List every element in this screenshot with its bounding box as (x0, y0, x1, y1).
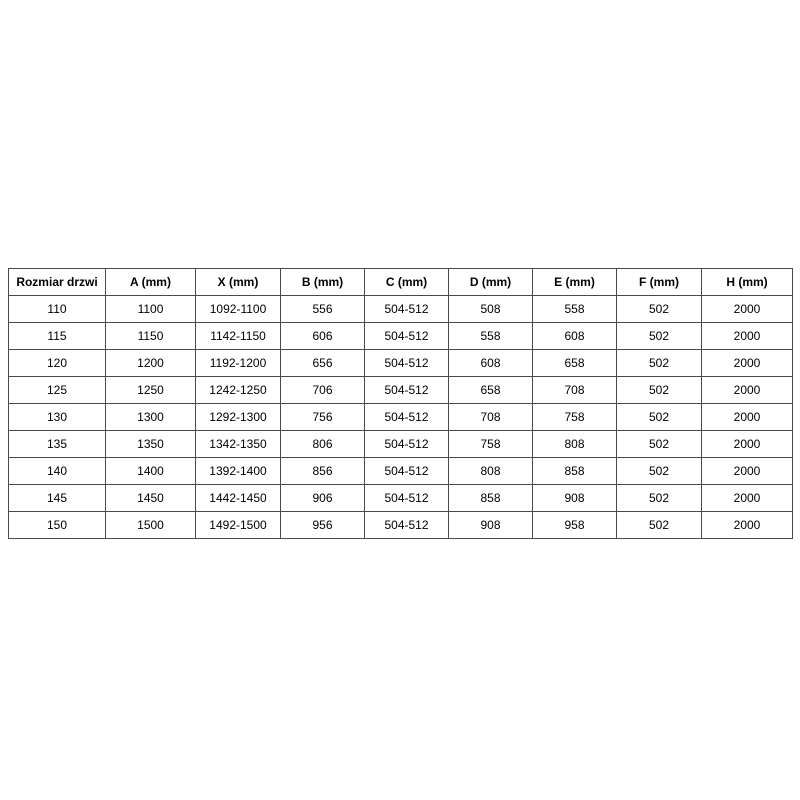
table-row (9, 296, 793, 323)
table-cell-c-mm: 504-512 (365, 512, 449, 539)
table-cell-e-mm: 758 (533, 404, 617, 431)
table-cell-f-mm: 502 (617, 431, 702, 458)
table-cell-c-mm: 504-512 (365, 323, 449, 350)
table-cell-d-mm: 808 (449, 458, 533, 485)
table-cell-f-mm: 502 (617, 296, 702, 323)
table-cell-x-mm: 1292-1300 (196, 404, 281, 431)
table-cell-rozmiar-drzwi: 125 (9, 377, 106, 404)
table-cell-f-mm: 502 (617, 404, 702, 431)
table-cell-b-mm: 856 (281, 458, 365, 485)
table-cell-c-mm: 504-512 (365, 485, 449, 512)
table-cell-rozmiar-drzwi: 120 (9, 350, 106, 377)
column-header-a-mm: A (mm) (106, 269, 196, 296)
table-cell-e-mm: 958 (533, 512, 617, 539)
table-cell-e-mm: 708 (533, 377, 617, 404)
table-cell-a-mm: 1250 (106, 377, 196, 404)
column-header-rozmiar-drzwi: Rozmiar drzwi (9, 269, 106, 296)
table-row (9, 404, 793, 431)
table-body (9, 296, 793, 539)
table-cell-a-mm: 1450 (106, 485, 196, 512)
table-cell-c-mm: 504-512 (365, 350, 449, 377)
table-cell-b-mm: 656 (281, 350, 365, 377)
table-cell-x-mm: 1242-1250 (196, 377, 281, 404)
table-cell-h-mm: 2000 (702, 404, 793, 431)
table-cell-x-mm: 1442-1450 (196, 485, 281, 512)
table-cell-a-mm: 1400 (106, 458, 196, 485)
table-cell-c-mm: 504-512 (365, 404, 449, 431)
table-cell-h-mm: 2000 (702, 431, 793, 458)
table-cell-f-mm: 502 (617, 377, 702, 404)
table-cell-b-mm: 806 (281, 431, 365, 458)
table-cell-e-mm: 858 (533, 458, 617, 485)
table-cell-b-mm: 956 (281, 512, 365, 539)
table-cell-d-mm: 558 (449, 323, 533, 350)
table-cell-c-mm: 504-512 (365, 458, 449, 485)
table-cell-d-mm: 608 (449, 350, 533, 377)
table-cell-x-mm: 1192-1200 (196, 350, 281, 377)
table-cell-e-mm: 608 (533, 323, 617, 350)
table-cell-c-mm: 504-512 (365, 431, 449, 458)
table-cell-a-mm: 1500 (106, 512, 196, 539)
door-size-table (8, 268, 793, 539)
table-cell-b-mm: 706 (281, 377, 365, 404)
table-cell-h-mm: 2000 (702, 296, 793, 323)
column-header-e-mm: E (mm) (533, 269, 617, 296)
table-cell-d-mm: 758 (449, 431, 533, 458)
table-row (9, 485, 793, 512)
table-cell-b-mm: 606 (281, 323, 365, 350)
column-header-c-mm: C (mm) (365, 269, 449, 296)
table-cell-f-mm: 502 (617, 512, 702, 539)
table-cell-b-mm: 906 (281, 485, 365, 512)
table-cell-a-mm: 1100 (106, 296, 196, 323)
table-row (9, 323, 793, 350)
column-header-d-mm: D (mm) (449, 269, 533, 296)
table-cell-f-mm: 502 (617, 350, 702, 377)
table-cell-f-mm: 502 (617, 458, 702, 485)
table-cell-rozmiar-drzwi: 115 (9, 323, 106, 350)
table-cell-h-mm: 2000 (702, 377, 793, 404)
table-cell-b-mm: 556 (281, 296, 365, 323)
table-cell-x-mm: 1092-1100 (196, 296, 281, 323)
table-cell-x-mm: 1342-1350 (196, 431, 281, 458)
table-row (9, 431, 793, 458)
table-cell-b-mm: 756 (281, 404, 365, 431)
table-cell-h-mm: 2000 (702, 323, 793, 350)
header-row (9, 269, 793, 296)
table-cell-h-mm: 2000 (702, 350, 793, 377)
table-cell-h-mm: 2000 (702, 485, 793, 512)
table-cell-rozmiar-drzwi: 150 (9, 512, 106, 539)
table-row (9, 350, 793, 377)
table-cell-d-mm: 908 (449, 512, 533, 539)
table-cell-rozmiar-drzwi: 145 (9, 485, 106, 512)
table-cell-rozmiar-drzwi: 135 (9, 431, 106, 458)
column-header-h-mm: H (mm) (702, 269, 793, 296)
table-cell-x-mm: 1492-1500 (196, 512, 281, 539)
table-cell-c-mm: 504-512 (365, 296, 449, 323)
table-cell-e-mm: 808 (533, 431, 617, 458)
table-cell-a-mm: 1350 (106, 431, 196, 458)
table-cell-rozmiar-drzwi: 140 (9, 458, 106, 485)
column-header-x-mm: X (mm) (196, 269, 281, 296)
table-cell-rozmiar-drzwi: 130 (9, 404, 106, 431)
table-cell-x-mm: 1392-1400 (196, 458, 281, 485)
column-header-b-mm: B (mm) (281, 269, 365, 296)
table-cell-d-mm: 858 (449, 485, 533, 512)
table-cell-a-mm: 1200 (106, 350, 196, 377)
table-cell-c-mm: 504-512 (365, 377, 449, 404)
table-cell-rozmiar-drzwi: 110 (9, 296, 106, 323)
table-cell-e-mm: 558 (533, 296, 617, 323)
table-head (9, 269, 793, 296)
table-cell-x-mm: 1142-1150 (196, 323, 281, 350)
column-header-f-mm: F (mm) (617, 269, 702, 296)
table-cell-h-mm: 2000 (702, 512, 793, 539)
table-cell-d-mm: 708 (449, 404, 533, 431)
table-cell-d-mm: 508 (449, 296, 533, 323)
table-row (9, 377, 793, 404)
table-row (9, 512, 793, 539)
table-cell-d-mm: 658 (449, 377, 533, 404)
table-row (9, 458, 793, 485)
table-cell-e-mm: 908 (533, 485, 617, 512)
table-cell-e-mm: 658 (533, 350, 617, 377)
table-cell-f-mm: 502 (617, 485, 702, 512)
table-cell-a-mm: 1300 (106, 404, 196, 431)
table-cell-a-mm: 1150 (106, 323, 196, 350)
table-cell-f-mm: 502 (617, 323, 702, 350)
table-cell-h-mm: 2000 (702, 458, 793, 485)
